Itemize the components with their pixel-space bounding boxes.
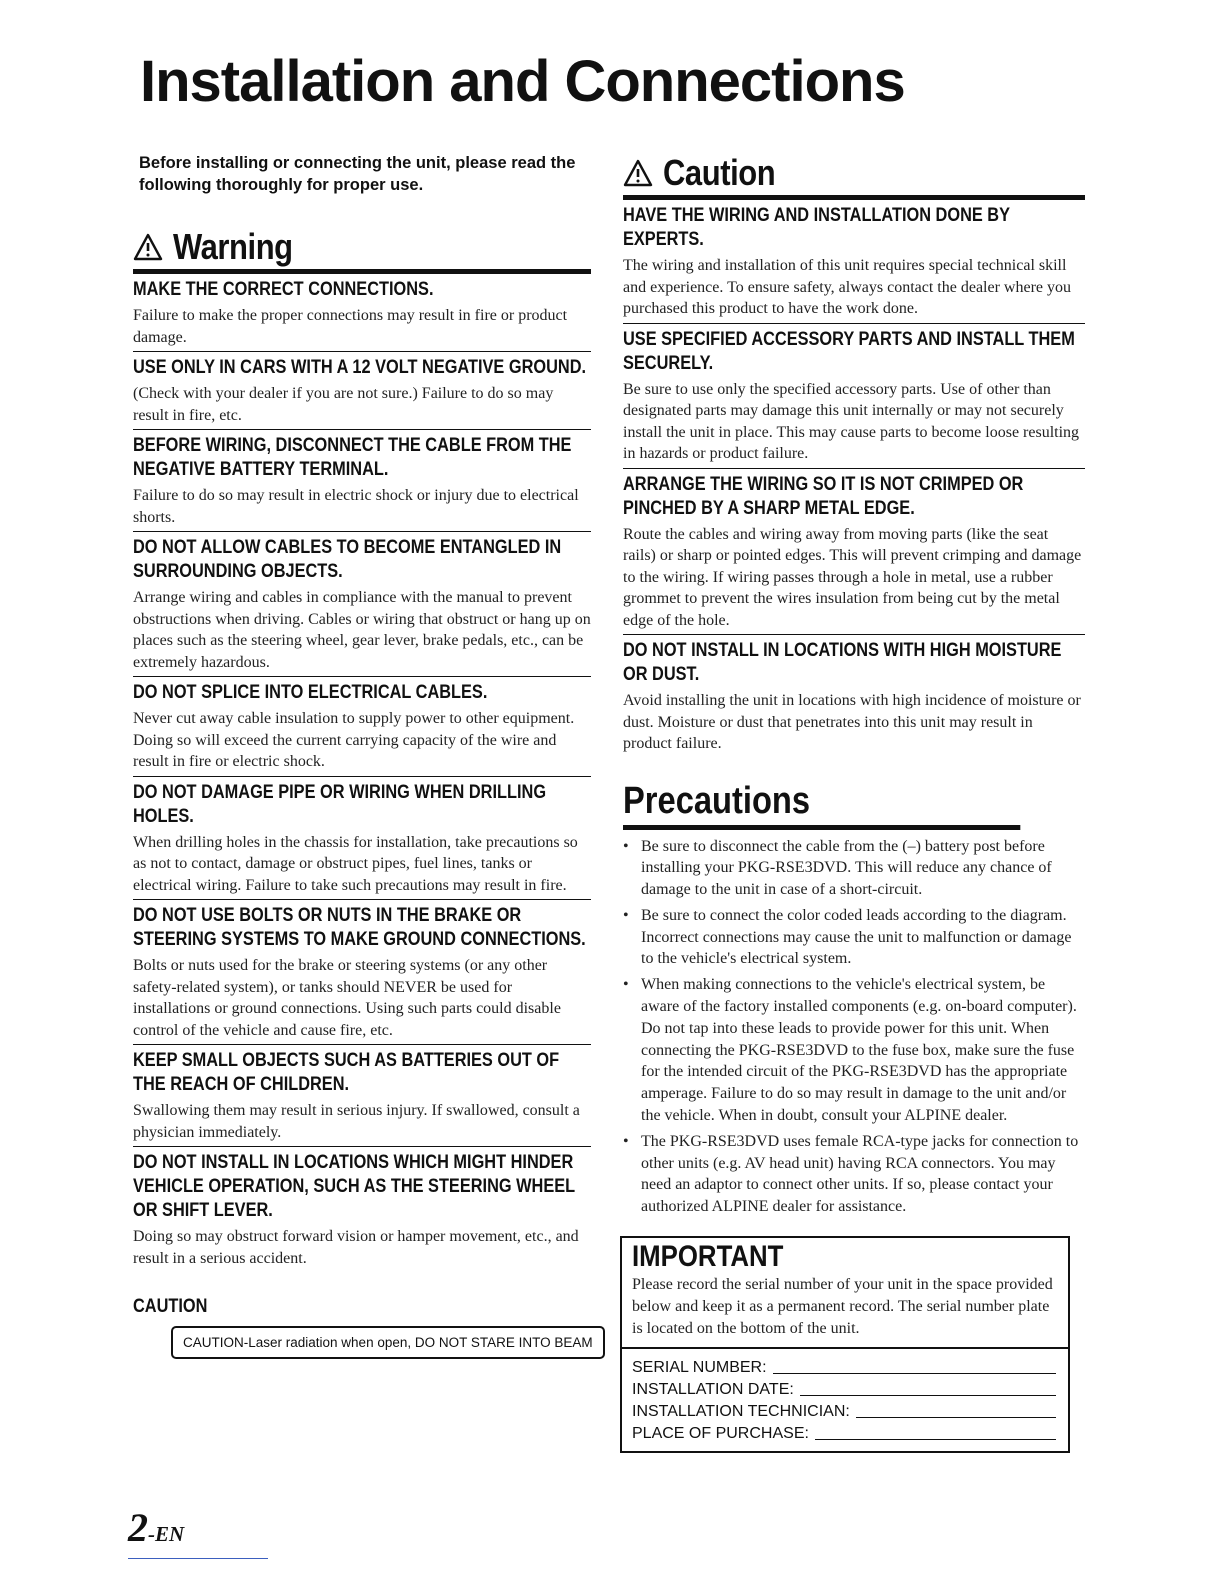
warning-item-body: Arrange wiring and cables in compliance with the manual to prevent obstructions when driving. Cables or wiring that obstruct or hang up on places such as the steering wheel, gear lever, brake pedals, etc., can be extremely hazardous.: [133, 589, 591, 671]
page-number-suffix: -EN: [148, 1522, 185, 1546]
warning-item: [133, 1045, 591, 1147]
important-header: [622, 1238, 1068, 1349]
precaution-bullet: • Be sure to disconnect the cable from the (–) battery post before installing your PKG-RSE3DVD. This will reduce any chance of damage to the unit in case of a short-circuit.: [623, 836, 1085, 901]
fill-in-line: [856, 1417, 1056, 1418]
field-label: INSTALLATION TECHNICIAN:: [632, 1403, 850, 1421]
warning-header: [133, 226, 591, 274]
page-number-digit: 2: [128, 1505, 148, 1550]
caution-item: [623, 324, 1085, 469]
warning-item-body: Swallowing them may result in serious injury. If swallowed, consult a physician immediately.: [133, 1102, 580, 1141]
warning-item-body: (Check with your dealer if you are not sure.) Failure to do so may result in fire, etc.: [133, 385, 554, 424]
caution-item: [623, 200, 1085, 324]
warning-item: [133, 677, 591, 777]
important-box: [620, 1236, 1070, 1453]
installation-date-field: [632, 1379, 1056, 1401]
warning-item-title: MAKE THE CORRECT CONNECTIONS.: [133, 279, 434, 300]
warning-list: [133, 274, 591, 1272]
fill-in-line: [815, 1439, 1056, 1440]
caution-item: [623, 635, 1085, 758]
caution-item-body: Avoid installing the unit in locations with high incidence of moisture or dust. Moisture or dust that penetrates into this unit may result in product failure.: [623, 692, 1081, 752]
important-title: IMPORTANT: [632, 1240, 784, 1274]
precaution-bullet: • The PKG-RSE3DVD uses female RCA-type jacks for connection to other units (e.g. AV head unit) having RCA connectors. You may need an adaptor to connect other units. If so, please contact your authorized ALPINE dealer for assistance.: [623, 1131, 1085, 1218]
warning-item-body: When drilling holes in the chassis for installation, take precautions so as not to contact, damage or obstruct pipes, fuel lines, tanks or electrical wiring. Failure to take such precautions may result in fire.: [133, 833, 578, 894]
page-number: [128, 1504, 184, 1551]
warning-item-title: BEFORE WIRING, DISCONNECT THE CABLE FROM THE NEGATIVE BATTERY TERMINAL.: [133, 435, 572, 480]
warning-item-title: DO NOT ALLOW CABLES TO BECOME ENTANGLED IN SURROUNDING OBJECTS.: [133, 537, 562, 582]
fill-in-line: [773, 1373, 1056, 1374]
warning-item: [133, 430, 591, 532]
footer-rule: [128, 1558, 268, 1559]
right-column: [623, 150, 1085, 1453]
warning-item-title: DO NOT DAMAGE PIPE OR WIRING WHEN DRILLING HOLES.: [133, 781, 547, 827]
laser-caution-box: CAUTION-Laser radiation when open, DO NOT STARE INTO BEAM: [171, 1326, 605, 1359]
caution-item-body: Route the cables and wiring away from moving parts (like the seat rails) or sharp or pointed edges. This will prevent crimping and damage to the wiring. If wiring passes through a hole in metal, use a rubber grommet to prevent the wires insulation from being cut by the metal edge of the hole.: [623, 525, 1082, 629]
serial-number-field: [632, 1357, 1056, 1379]
warning-item-title: DO NOT SPLICE INTO ELECTRICAL CABLES.: [133, 682, 488, 703]
warning-icon: [623, 159, 653, 187]
warning-item: [133, 900, 591, 1045]
caution-item-title: ARRANGE THE WIRING SO IT IS NOT CRIMPED OR PINCHED BY A SHARP METAL EDGE.: [623, 473, 1024, 519]
warning-item: [133, 274, 591, 352]
warning-title: Warning: [173, 226, 293, 267]
warning-item-body: Doing so may obstruct forward vision or hamper movement, etc., and result in a serious accident.: [133, 1228, 579, 1267]
caution-item-title: DO NOT INSTALL IN LOCATIONS WITH HIGH MOISTURE OR DUST.: [623, 640, 1062, 685]
precautions-title: Precautions: [623, 780, 1020, 830]
warning-item: [133, 532, 591, 677]
caution-item-body: Be sure to use only the specified accessory parts. Use of other than designated parts may damage this unit internally or may not securely install the unit in place. This may cause parts to become loose resulting in hazards or product failure.: [623, 380, 1080, 462]
caution-item: [623, 469, 1085, 636]
warning-item-body: Failure to make the proper connections may result in fire or product damage.: [133, 307, 568, 346]
warning-item-title: KEEP SMALL OBJECTS SUCH AS BATTERIES OUT OF THE REACH OF CHILDREN.: [133, 1050, 560, 1095]
warning-item-title: USE ONLY IN CARS WITH A 12 VOLT NEGATIVE GROUND.: [133, 357, 587, 378]
place-of-purchase-field: [632, 1423, 1056, 1445]
warning-item: [133, 352, 591, 430]
warning-item-title: DO NOT INSTALL IN LOCATIONS WHICH MIGHT HINDER VEHICLE OPERATION, SUCH AS THE STEERING WHEEL OR SHIFT LEVER.: [133, 1152, 575, 1221]
important-text: Please record the serial number of your unit in the space provided below and keep it as a permanent record. The serial number plate is located on the bottom of the unit.: [632, 1276, 1053, 1337]
left-column: [133, 150, 591, 1359]
fill-in-line: [800, 1395, 1056, 1396]
caution-list: [623, 200, 1085, 758]
record-fields: [622, 1349, 1068, 1451]
intro-text: Before installing or connecting the unit, please read the following thoroughly for proper use.: [139, 154, 576, 194]
caution-item-body: The wiring and installation of this unit requires special technical skill and experience. To ensure safety, always contact the dealer where you purchased this product to have the work done.: [623, 257, 1072, 317]
warning-item: [133, 1147, 591, 1272]
caution-item-title: USE SPECIFIED ACCESSORY PARTS AND INSTALL THEM SECURELY.: [623, 328, 1075, 374]
warning-item-body: Never cut away cable insulation to supply power to other equipment. Doing so will exceed the current carrying capacity of the wire and result in fire or electric shock.: [133, 710, 575, 770]
laser-caution-label: CAUTION: [133, 1296, 208, 1317]
precaution-bullet: • Be sure to connect the color coded leads according to the diagram. Incorrect connections may cause the unit to malfunction or damage to the vehicle's electrical system.: [623, 905, 1085, 970]
warning-item-title: DO NOT USE BOLTS OR NUTS IN THE BRAKE OR STEERING SYSTEMS TO MAKE GROUND CONNECTIONS.: [133, 905, 586, 950]
precaution-bullet: • When making connections to the vehicle's electrical system, be aware of the factory installed components (e.g. on-board computer). Do not tap into these leads to provide power for this unit. When connecting the PKG-RSE3DVD to the fuse box, make sure the fuse for the intended circuit of the PKG-RSE3DVD has the appropriate amperage. Failure to do so may result in damage to the unit and/or the vehicle. When in doubt, consult your ALPINE dealer.: [623, 974, 1085, 1127]
warning-icon: [133, 233, 163, 261]
caution-header: [623, 152, 1085, 200]
precautions-list: [623, 836, 1085, 1219]
warning-item: [133, 777, 591, 901]
installation-technician-field: [632, 1401, 1056, 1423]
field-label: INSTALLATION DATE:: [632, 1381, 794, 1399]
field-label: PLACE OF PURCHASE:: [632, 1425, 809, 1443]
warning-item-body: Failure to do so may result in electric shock or injury due to electrical shorts.: [133, 487, 579, 526]
caution-item-title: HAVE THE WIRING AND INSTALLATION DONE BY EXPERTS.: [623, 205, 1010, 250]
warning-item-body: Bolts or nuts used for the brake or steering systems (or any other safety-related system), or tanks should NEVER be used for installations or ground connections. Using such parts could disable control of the vehicle and cause fire, etc.: [133, 957, 561, 1039]
caution-title: Caution: [663, 152, 776, 193]
page-title: Installation and Connections: [140, 49, 905, 114]
field-label: SERIAL NUMBER:: [632, 1359, 767, 1377]
